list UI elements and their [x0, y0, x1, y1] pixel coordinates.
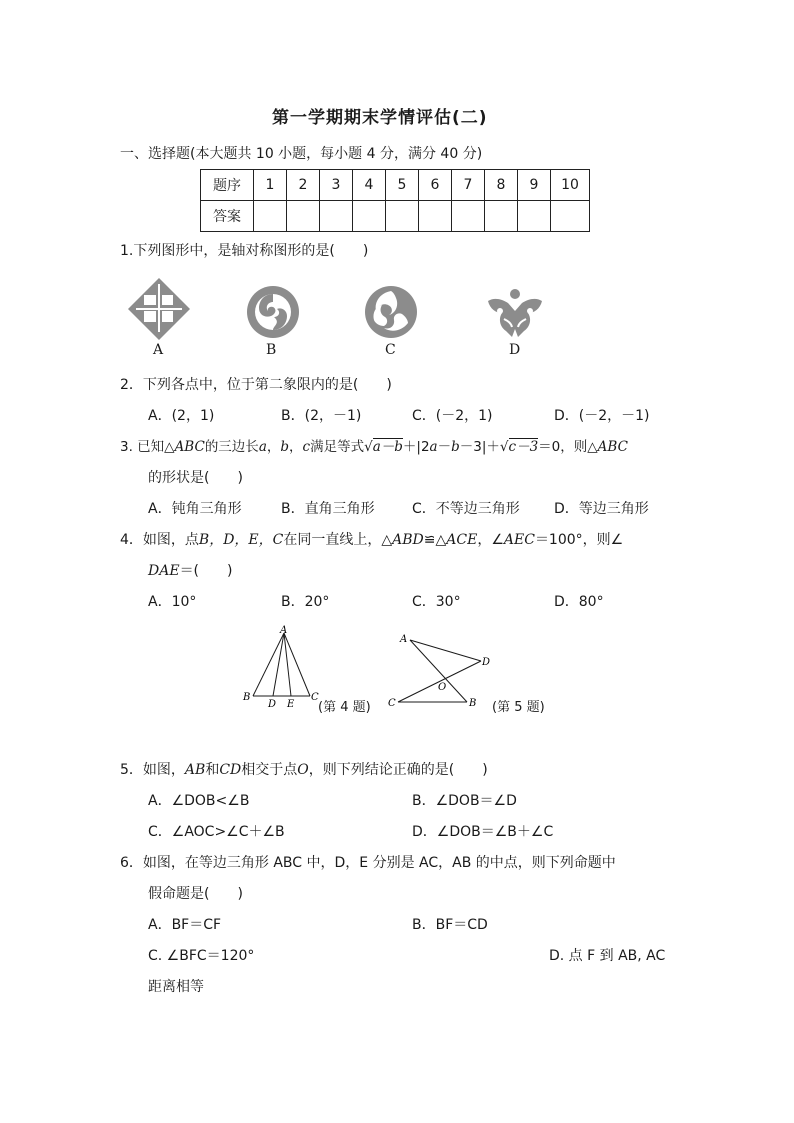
figure-c-commas	[364, 285, 418, 339]
q3-text: ＝0，则△	[538, 439, 598, 455]
table-head-answer: 答案	[201, 201, 254, 232]
q4-points: B，D，E，C	[198, 532, 284, 548]
q4-var: AEC	[503, 532, 535, 548]
table-cell: 8	[485, 170, 518, 201]
q3-option-c: C．不等边三角形	[412, 501, 520, 517]
q5-option-d: D．∠DOB＝∠B＋∠C	[412, 824, 554, 840]
q5-var: AB	[184, 762, 206, 778]
table-cell: 10	[551, 170, 590, 201]
q4-option-b: B．20°	[281, 594, 330, 610]
q3-var: a	[429, 439, 438, 455]
q4-var: DAE	[148, 563, 180, 579]
fig5-label-o: O	[438, 682, 447, 693]
q6-line1: 6．如图，在等边三角形 ABC 中，D，E 分别是 AC，AB 的中点，则下列命题中	[120, 855, 616, 871]
q5-text: ，则下列结论正确的是( )	[308, 762, 488, 778]
q4-var: ABD	[392, 532, 424, 548]
q1-stem: 1.下列图形中，是轴对称图形的是( )	[120, 243, 369, 259]
q4-option-d: D．80°	[554, 594, 604, 610]
q5-var: CD	[219, 762, 242, 778]
fig4-label-e: E	[287, 699, 295, 710]
q2-option-d: D．(－2，－1)	[554, 408, 650, 424]
figure-label-b: B	[266, 342, 277, 358]
table-cell: 9	[518, 170, 551, 201]
q3-var: ABC	[174, 439, 205, 455]
q6-option-d-cont: 距离相等	[148, 979, 204, 995]
table-cell: 3	[320, 170, 353, 201]
q3-text: 3. 已知△	[120, 439, 175, 455]
q5-option-b: B．∠DOB＝∠D	[412, 793, 517, 809]
q6-option-a: A．BF＝CF	[148, 917, 222, 933]
q3-var: a	[258, 439, 267, 455]
table-row-number	[201, 170, 590, 201]
figure-label-d: D	[509, 342, 521, 358]
q4-line1	[120, 531, 623, 549]
q3-text: 的三边长	[204, 439, 259, 455]
q2-option-b: B．(2，－1)	[281, 408, 362, 424]
q2-option-c: C．(－2，1)	[412, 408, 493, 424]
answer-cell[interactable]	[353, 201, 386, 232]
q3-radicand: c－3	[508, 439, 539, 455]
q6-option-b: B．BF＝CD	[412, 917, 488, 933]
q4-text: 4．如图，点	[120, 532, 199, 548]
figure-q4-triangle	[240, 624, 324, 712]
answer-cell[interactable]	[518, 201, 551, 232]
sqrt-sign: √	[364, 439, 373, 455]
q6-option-c: C. ∠BFC＝120°	[148, 948, 255, 964]
table-cell: 1	[254, 170, 287, 201]
fig4-label-c: C	[311, 692, 319, 703]
q3-radicand: a－b	[372, 439, 403, 455]
answer-cell[interactable]	[419, 201, 452, 232]
answer-cell[interactable]	[320, 201, 353, 232]
q4-option-c: C．30°	[412, 594, 461, 610]
q4-text: ＝100°，则∠	[534, 532, 624, 548]
q3-text: 满足等式	[310, 439, 365, 455]
table-cell: 7	[452, 170, 485, 201]
q4-var: ACE	[446, 532, 478, 548]
q4-text: ，∠	[477, 532, 504, 548]
section-heading: 一、选择题(本大题共 10 小题，每小题 4 分，满分 40 分)	[120, 146, 483, 162]
q5-option-c: C．∠AOC>∠C＋∠B	[148, 824, 285, 840]
figure-b-swirl	[246, 285, 300, 339]
q3-line1: 3. 已知△ABC的三边长a，b，c满足等式√a－b＋|2a－b－3|＋√c－3＝0，则△ABC	[120, 439, 628, 455]
sqrt-sign: √	[499, 439, 509, 455]
fig4-label-a: A	[280, 625, 288, 636]
q4-line2	[148, 562, 233, 580]
q3-var: ABC	[597, 439, 628, 455]
figure-q5-crossing	[384, 628, 494, 712]
q3-var: b	[280, 439, 290, 455]
q5-stem	[120, 761, 488, 779]
q3-var: b	[451, 439, 460, 455]
q5-var: O	[297, 762, 309, 778]
q5-text: 和	[205, 762, 220, 778]
figure-a-pinwheel	[126, 276, 192, 342]
q3-text: －3|＋	[459, 439, 500, 455]
q5-text: 5．如图，	[120, 762, 185, 778]
table-cell: 2	[287, 170, 320, 201]
table-head-number: 题序	[201, 170, 254, 201]
q5-text: 相交于点	[241, 762, 298, 778]
answer-table	[200, 169, 590, 232]
fig5-label-b: B	[469, 698, 477, 709]
fig4-label-b: B	[243, 692, 251, 703]
q6-line2: 假命题是( )	[148, 886, 243, 902]
table-cell: 6	[419, 170, 452, 201]
q3-text: －	[437, 439, 452, 455]
answer-cell[interactable]	[287, 201, 320, 232]
answer-cell[interactable]	[386, 201, 419, 232]
fig4-label-d: D	[268, 699, 277, 710]
q4-text: ≌△	[423, 532, 447, 548]
q5-option-a: A．∠DOB<∠B	[148, 793, 250, 809]
fig4-caption: (第 4 题)	[318, 700, 371, 715]
figure-label-a: A	[153, 342, 164, 358]
answer-cell[interactable]	[254, 201, 287, 232]
q4-text: ＝( )	[179, 563, 233, 579]
page-title: 第一学期期末学情评估(二)	[272, 108, 488, 128]
fig5-label-a: A	[400, 634, 408, 645]
q4-text: 在同一直线上，△	[283, 532, 393, 548]
fig5-caption: (第 5 题)	[492, 700, 545, 715]
q4-option-a: A．10°	[148, 594, 197, 610]
q3-var: c	[302, 439, 311, 455]
answer-cell[interactable]	[485, 201, 518, 232]
table-row-answer	[201, 201, 590, 232]
q3-option-a: A．钝角三角形	[148, 501, 242, 517]
figure-label-c: C	[385, 342, 396, 358]
q2-stem: 2．下列各点中，位于第二象限内的是( )	[120, 377, 392, 393]
fig5-label-c: C	[388, 698, 396, 709]
q3-option-b: B．直角三角形	[281, 501, 375, 517]
table-cell: 4	[353, 170, 386, 201]
answer-cell[interactable]	[551, 201, 590, 232]
fig5-label-d: D	[482, 657, 491, 668]
q6-option-d: D. 点 F 到 AB, AC	[549, 948, 666, 964]
answer-cell[interactable]	[452, 201, 485, 232]
q3-option-d: D．等边三角形	[554, 501, 649, 517]
table-cell: 5	[386, 170, 419, 201]
q2-option-a: A．(2，1)	[148, 408, 215, 424]
q3-line2: 的形状是( )	[148, 470, 243, 486]
figure-d-emblem	[484, 285, 546, 339]
q3-text: ＋|2	[402, 439, 430, 455]
